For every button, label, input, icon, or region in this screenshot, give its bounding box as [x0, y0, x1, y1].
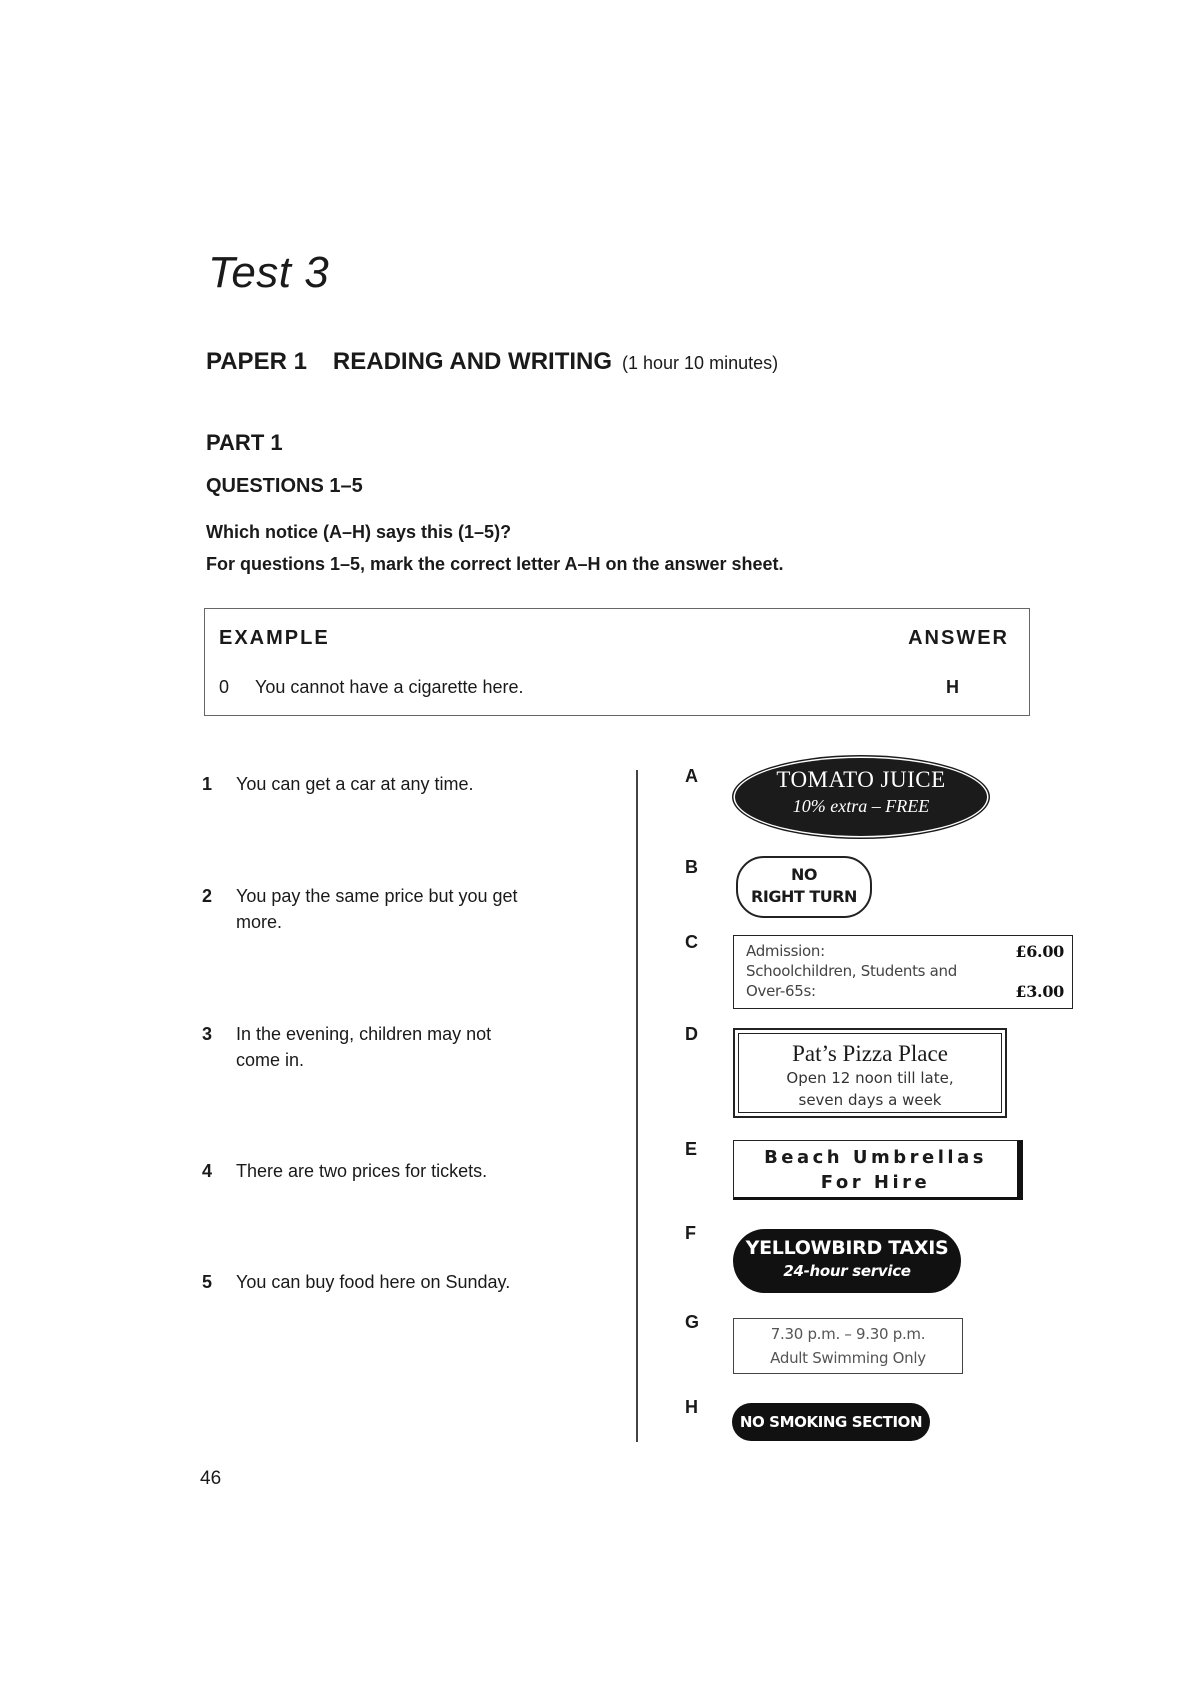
- notice-a-line2: 10% extra – FREE: [792, 796, 930, 816]
- notice-b-no-right-turn: [736, 856, 872, 918]
- notice-c-row1-label: Admission:: [746, 942, 825, 960]
- notice-g-line1: 7.30 p.m. – 9.30 p.m.: [770, 1325, 926, 1343]
- notice-letter-h: H: [685, 1397, 698, 1417]
- question-number: 5: [202, 1272, 213, 1292]
- example-box: [204, 608, 1030, 716]
- test-title: Test 3: [208, 248, 330, 297]
- paper-duration: (1 hour 10 minutes): [622, 353, 779, 373]
- question-text: You can get a car at any time.: [236, 774, 474, 794]
- notice-h-no-smoking: NO SMOKING SECTION: [732, 1403, 930, 1441]
- notice-letter-g: G: [685, 1312, 700, 1332]
- part-title: PART 1: [206, 430, 283, 455]
- notice-letter-f: F: [685, 1223, 696, 1243]
- question-item: [202, 771, 532, 797]
- question-item: [202, 1269, 532, 1295]
- question-number: 4: [202, 1161, 213, 1181]
- notice-letter-a: A: [685, 766, 698, 786]
- column-divider: [636, 770, 638, 1442]
- notice-g-adult-swimming: [733, 1318, 963, 1374]
- notice-letter-b: B: [685, 857, 698, 877]
- example-text: You cannot have a cigarette here.: [255, 677, 524, 697]
- example-answer: H: [946, 677, 959, 697]
- notice-letter-c: C: [685, 932, 698, 952]
- paper-heading: [206, 348, 778, 376]
- notice-c-row3: [746, 982, 1064, 1000]
- question-text: In the evening, children may not come in.: [236, 1024, 492, 1070]
- notice-d-line3: seven days a week: [798, 1091, 942, 1109]
- question-number: 3: [202, 1024, 213, 1044]
- notice-d-line2: Open 12 noon till late,: [786, 1069, 954, 1087]
- notice-d-title: Pat’s Pizza Place: [792, 1041, 948, 1066]
- notice-c-row2-label: Schoolchildren, Students and: [746, 962, 957, 980]
- instruction-line-1: Which notice (A–H) says this (1–5)?: [206, 522, 512, 542]
- notice-letter-e: E: [685, 1139, 698, 1159]
- notice-b-line2: RIGHT TURN: [751, 887, 857, 906]
- question-number: 1: [202, 774, 213, 794]
- question-text: You can buy food here on Sunday.: [236, 1272, 511, 1292]
- notice-c-row3-price: £3.00: [1015, 982, 1064, 1001]
- question-item: [202, 883, 532, 935]
- notice-f-line2: 24-hour service: [783, 1262, 911, 1280]
- notice-g-line2: Adult Swimming Only: [770, 1349, 926, 1367]
- question-number: 2: [202, 886, 213, 906]
- notice-a-line1: TOMATO JUICE: [776, 767, 946, 792]
- notice-c-row1: [746, 942, 1064, 960]
- notice-e-line1: Beach Umbrellas: [764, 1147, 987, 1168]
- question-item: [202, 1021, 532, 1073]
- question-text: There are two prices for tickets.: [236, 1161, 488, 1181]
- notice-c-row1-price: £6.00: [1015, 942, 1064, 961]
- instruction-line-2: For questions 1–5, mark the correct letter A–H on the answer sheet.: [206, 554, 784, 574]
- example-label: EXAMPLE: [219, 627, 330, 649]
- notice-b-line1: NO: [791, 865, 817, 884]
- notice-a-tomato-juice: [735, 758, 987, 836]
- notice-letter-d: D: [685, 1024, 698, 1044]
- paper-label: PAPER 1: [206, 348, 307, 375]
- question-text: You pay the same price but you get more.: [236, 886, 518, 932]
- questions-range: QUESTIONS 1–5: [206, 475, 363, 497]
- notice-f-yellowbird-taxis: [733, 1229, 961, 1293]
- paper-name: READING AND WRITING: [332, 348, 613, 375]
- example-number: 0: [219, 677, 230, 697]
- notice-e-line2: For Hire: [820, 1172, 931, 1193]
- page-number: 46: [200, 1468, 222, 1489]
- question-item: [202, 1158, 532, 1184]
- notice-c-admission: [733, 935, 1073, 1009]
- notice-c-row3-label: Over-65s:: [746, 982, 816, 1000]
- notice-c-row2: [746, 962, 1064, 980]
- notice-e-beach-umbrellas: [733, 1140, 1023, 1200]
- notice-d-pizza-place: [733, 1028, 1007, 1118]
- notice-f-line1: YELLOWBIRD TAXIS: [745, 1237, 949, 1259]
- answer-label: ANSWER: [908, 627, 1009, 649]
- notice-d-inner-frame: [738, 1033, 1002, 1113]
